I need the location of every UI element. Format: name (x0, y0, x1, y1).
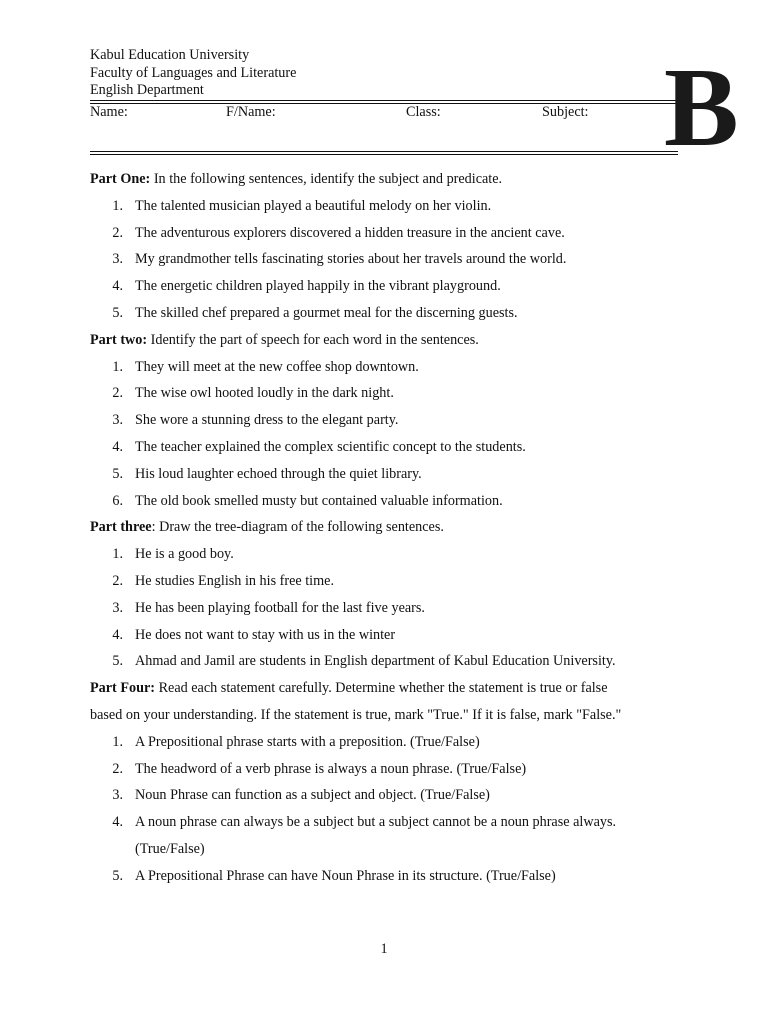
university-name: Kabul Education University (90, 47, 250, 63)
item-text: Ahmad and Jamil are students in English department of Kabul Education University. (135, 653, 616, 670)
list-item (90, 300, 670, 327)
item-text: His loud laughter echoed through the quiet library. (135, 465, 422, 482)
part-instruction: Identify the part of speech for each word in the sentences. (147, 331, 479, 348)
list-item (90, 380, 670, 407)
header-rule-top-1 (90, 100, 678, 101)
item-text: Noun Phrase can function as a subject and object. (True/False) (135, 787, 490, 804)
item-number: 4. (112, 626, 123, 643)
item-number: 6. (112, 492, 123, 509)
list-item (90, 809, 670, 836)
item-number: 3. (112, 251, 123, 268)
item-text: He is a good boy. (135, 546, 234, 563)
list-item (90, 354, 670, 381)
item-number: 4. (112, 438, 123, 455)
list-item (90, 273, 670, 300)
part-label: Part One: (90, 171, 151, 187)
subject-field-label: Subject: (542, 104, 589, 120)
list-item (90, 863, 670, 890)
part-instruction: : Draw the tree-diagram of the following sentences. (151, 519, 444, 536)
item-text: A Prepositional phrase starts with a preposition. (True/False) (135, 733, 480, 750)
list-item (90, 246, 670, 273)
item-number: 2. (112, 385, 123, 402)
item-number: 1. (112, 197, 123, 214)
page-number: 1 (380, 941, 388, 957)
item-number: 3. (112, 599, 123, 616)
part-label: Part three (90, 519, 152, 536)
part-four-heading (90, 675, 670, 702)
item-text: The skilled chef prepared a gourmet meal for the discerning guests. (135, 304, 518, 321)
list-item (90, 193, 670, 220)
item-number: 4. (112, 278, 123, 295)
item-text-continued: (True/False) (135, 840, 205, 857)
list-item (90, 622, 670, 649)
list-item (90, 568, 670, 595)
list-item (90, 434, 670, 461)
part-two-heading (90, 327, 670, 354)
class-field-label: Class: (406, 104, 441, 120)
part-one-heading (90, 166, 670, 193)
item-text: The headword of a verb phrase is always a noun phrase. (True/False) (135, 760, 527, 777)
list-item (90, 729, 670, 756)
item-text: The talented musician played a beautiful melody on her violin. (135, 197, 492, 214)
fname-field-label: F/Name: (226, 104, 276, 120)
faculty-name: Faculty of Languages and Literature (90, 64, 297, 81)
list-item-continuation (90, 836, 670, 863)
part-instruction: In the following sentences, identify the subject and predicate. (150, 171, 503, 187)
part-label: Part Four: (90, 680, 156, 697)
department-name: English Department (90, 82, 204, 98)
institution-header (90, 47, 296, 100)
part-instruction: Read each statement carefully. Determine whether the statement is true or false (155, 680, 608, 697)
item-number: 4. (112, 814, 123, 831)
item-text: They will meet at the new coffee shop downtown. (135, 358, 419, 375)
header-rule-bottom-2 (90, 154, 678, 155)
name-field-label: Name: (90, 104, 128, 120)
list-item (90, 595, 670, 622)
item-number: 2. (112, 224, 123, 241)
list-item (90, 648, 670, 675)
item-text: My grandmother tells fascinating stories about her travels around the world. (135, 251, 567, 268)
part-label: Part two: (90, 331, 148, 348)
item-text: The wise owl hooted loudly in the dark night. (135, 385, 394, 402)
item-number: 5. (112, 653, 123, 670)
item-number: 5. (112, 465, 123, 482)
part-four-instruction-continued: based on your understanding. If the statement is true, mark "True." If it is false, mark "False." (90, 706, 622, 723)
item-text: The teacher explained the complex scientific concept to the students. (135, 438, 526, 455)
item-number: 5. (112, 304, 123, 321)
list-item (90, 220, 670, 247)
item-text: The old book smelled musty but contained valuable information. (135, 492, 503, 509)
part-three-heading (90, 514, 670, 541)
item-text: The energetic children played happily in the vibrant playground. (135, 278, 501, 295)
item-number: 1. (112, 733, 123, 750)
item-text: He has been playing football for the last five years. (135, 599, 425, 616)
exam-content (90, 166, 670, 890)
item-text: A noun phrase can always be a subject but a subject cannot be a noun phrase always. (135, 814, 617, 831)
list-item (90, 782, 670, 809)
item-text: He studies English in his free time. (135, 572, 334, 589)
header-rule-bottom-1 (90, 151, 678, 152)
item-number: 1. (112, 546, 123, 563)
exam-version-letter: B (664, 46, 739, 170)
item-number: 1. (112, 358, 123, 375)
item-text: She wore a stunning dress to the elegant party. (135, 412, 399, 429)
item-text: He does not want to stay with us in the winter (135, 626, 396, 643)
list-item (90, 461, 670, 488)
item-number: 3. (112, 412, 123, 429)
item-number: 2. (112, 572, 123, 589)
item-number: 2. (112, 760, 123, 777)
item-text: A Prepositional Phrase can have Noun Phrase in its structure. (True/False) (135, 867, 556, 884)
item-text: The adventurous explorers discovered a hidden treasure in the ancient cave. (135, 224, 565, 241)
list-item (90, 407, 670, 434)
item-number: 3. (112, 787, 123, 804)
list-item (90, 541, 670, 568)
list-item (90, 756, 670, 783)
list-item (90, 488, 670, 515)
item-number: 5. (112, 867, 123, 884)
header-rule-top-2 (90, 103, 678, 104)
